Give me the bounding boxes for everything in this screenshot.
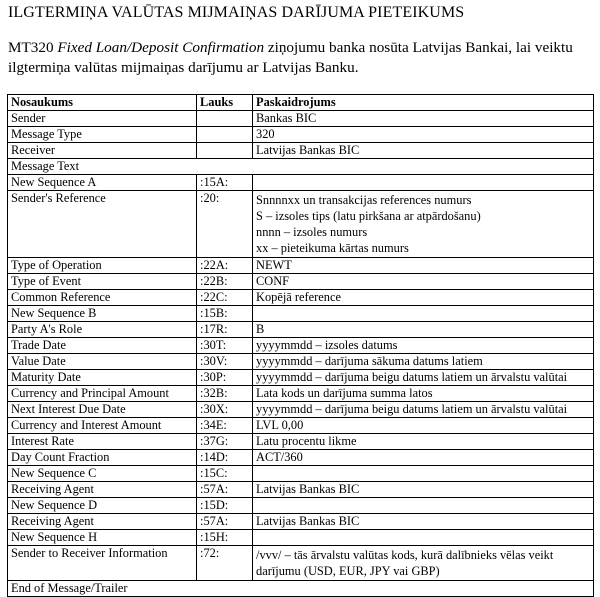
- row-name: Sender to Receiver Information: [8, 546, 197, 581]
- row-description: [253, 111, 594, 127]
- row-section-label: Message Text: [8, 159, 594, 175]
- row-description: [253, 514, 594, 530]
- row-description: [253, 143, 594, 159]
- row-name: Message Type: [8, 127, 197, 143]
- row-field: :14D:: [197, 450, 253, 466]
- row-field: :30P:: [197, 370, 253, 386]
- row-description: [253, 175, 594, 191]
- description-line: yyyymmdd – izsoles datums: [256, 338, 398, 352]
- row-field: :72:: [197, 546, 253, 581]
- description-line: Latu procentu likme: [256, 434, 357, 448]
- table-row: [8, 143, 594, 159]
- description-line: NEWT: [256, 258, 292, 272]
- row-name: New Sequence C: [8, 466, 197, 482]
- description-line: Latvijas Bankas BIC: [256, 482, 360, 496]
- table-row: [8, 450, 594, 466]
- row-field: [197, 143, 253, 159]
- table-row: [8, 581, 594, 597]
- table-row: [8, 514, 594, 530]
- row-name: Currency and Interest Amount: [8, 418, 197, 434]
- description-line: /vvv/ – tās ārvalstu valūtas kods, kurā dalībnieks vēlas veikt: [256, 548, 554, 562]
- row-name: Currency and Principal Amount: [8, 386, 197, 402]
- description-line: yyyymmdd – darījuma sākuma datums latiem: [256, 354, 483, 368]
- row-description: [253, 482, 594, 498]
- table-row: [8, 530, 594, 546]
- row-field: :30T:: [197, 338, 253, 354]
- row-name: New Sequence H: [8, 530, 197, 546]
- table-row: [8, 466, 594, 482]
- intro-message-name: Fixed Loan/Deposit Confirmation: [57, 39, 265, 56]
- table-header-row: [8, 95, 594, 111]
- description-line: Snnnnxx un transakcijas references numurs: [256, 193, 472, 207]
- row-name: Interest Rate: [8, 434, 197, 450]
- table-row: [8, 546, 594, 581]
- table-row: [8, 258, 594, 274]
- row-name: Type of Operation: [8, 258, 197, 274]
- row-name: Next Interest Due Date: [8, 402, 197, 418]
- description-line: nnnn – izsoles numurs: [256, 225, 368, 239]
- description-line: yyyymmdd – darījuma beigu datums latiem un ārvalstu valūtai: [256, 370, 568, 384]
- row-name: Party A's Role: [8, 322, 197, 338]
- table-row: [8, 482, 594, 498]
- row-field: :22A:: [197, 258, 253, 274]
- row-name: Maturity Date: [8, 370, 197, 386]
- table-row: [8, 159, 594, 175]
- table-row: [8, 306, 594, 322]
- row-field: :22B:: [197, 274, 253, 290]
- row-name: New Sequence B: [8, 306, 197, 322]
- description-line: CONF: [256, 274, 290, 288]
- row-name: Trade Date: [8, 338, 197, 354]
- row-field: :20:: [197, 191, 253, 258]
- row-description: [253, 322, 594, 338]
- row-name: Sender: [8, 111, 197, 127]
- row-field: :15H:: [197, 530, 253, 546]
- row-field: :37G:: [197, 434, 253, 450]
- document-title: ILGTERMIŅA VALŪTAS MIJMAIŅAS DARĪJUMA PIETEIKUMS: [8, 4, 465, 21]
- description-line: Kopējā reference: [256, 290, 341, 304]
- row-field: :30V:: [197, 354, 253, 370]
- table-row: [8, 290, 594, 306]
- table-row: [8, 370, 594, 386]
- row-field: :34E:: [197, 418, 253, 434]
- table-row: [8, 191, 594, 258]
- row-field: :57A:: [197, 482, 253, 498]
- table-row: [8, 498, 594, 514]
- table-row: [8, 338, 594, 354]
- row-description: [253, 498, 594, 514]
- description-line: Bankas BIC: [256, 111, 317, 125]
- table-row: [8, 402, 594, 418]
- row-name: New Sequence A: [8, 175, 197, 191]
- row-description: [253, 338, 594, 354]
- description-line: 320: [256, 127, 275, 141]
- row-field: :22C:: [197, 290, 253, 306]
- row-name: Value Date: [8, 354, 197, 370]
- row-field: :17R:: [197, 322, 253, 338]
- row-field: :15C:: [197, 466, 253, 482]
- row-description: [253, 530, 594, 546]
- row-description: [253, 546, 594, 581]
- table-row: [8, 111, 594, 127]
- description-line: S – izsoles tips (latu pirkšana ar atpārdošanu): [256, 209, 481, 223]
- description-line: ACT/360: [256, 450, 303, 464]
- row-description: [253, 402, 594, 418]
- row-section-label: End of Message/Trailer: [8, 581, 594, 597]
- table-row: [8, 386, 594, 402]
- description-line: darījumu (USD, EUR, JPY vai GBP): [256, 564, 440, 578]
- row-name: Sender's Reference: [8, 191, 197, 258]
- description-line: LVL 0,00: [256, 418, 304, 432]
- intro-paragraph: [8, 38, 598, 78]
- description-line: yyyymmdd – darījuma beigu datums latiem un ārvalstu valūtai: [256, 402, 568, 416]
- description-line: B: [256, 322, 265, 336]
- row-field: [197, 127, 253, 143]
- row-description: [253, 450, 594, 466]
- row-name: Receiver: [8, 143, 197, 159]
- row-name: Common Reference: [8, 290, 197, 306]
- row-field: [197, 111, 253, 127]
- row-description: [253, 274, 594, 290]
- header-name: Nosaukums: [8, 95, 197, 111]
- row-description: [253, 370, 594, 386]
- row-field: :57A:: [197, 514, 253, 530]
- message-fields-table: [7, 94, 594, 597]
- table-row: [8, 354, 594, 370]
- row-description: [253, 354, 594, 370]
- table-body: [8, 111, 594, 597]
- header-description: Paskaidrojums: [253, 95, 594, 111]
- row-field: :30X:: [197, 402, 253, 418]
- row-description: [253, 386, 594, 402]
- row-description: [253, 258, 594, 274]
- row-description: [253, 434, 594, 450]
- row-description: [253, 191, 594, 258]
- row-name: New Sequence D: [8, 498, 197, 514]
- table-row: [8, 322, 594, 338]
- intro-rest: ziņojumu banka nosūta Latvijas Bankai, lai veiktu ilgtermiņa valūtas mijmaiņas darījumu ar Latvijas Banku.: [8, 39, 573, 76]
- table-row: [8, 274, 594, 290]
- row-description: [253, 306, 594, 322]
- row-field: :32B:: [197, 386, 253, 402]
- description-line: Latvijas Bankas BIC: [256, 514, 360, 528]
- table-row: [8, 127, 594, 143]
- row-name: Type of Event: [8, 274, 197, 290]
- description-line: Latvijas Bankas BIC: [256, 143, 360, 157]
- row-field: :15A:: [197, 175, 253, 191]
- description-line: xx – pieteikuma kārtas numurs: [256, 241, 409, 255]
- row-field: :15D:: [197, 498, 253, 514]
- row-name: Day Count Fraction: [8, 450, 197, 466]
- row-description: [253, 466, 594, 482]
- table-row: [8, 418, 594, 434]
- row-name: Receiving Agent: [8, 514, 197, 530]
- intro-prefix: MT320: [8, 39, 54, 56]
- description-line: Lata kods un darījuma summa latos: [256, 386, 433, 400]
- table-row: [8, 434, 594, 450]
- table-row: [8, 175, 594, 191]
- header-field: Lauks: [197, 95, 253, 111]
- row-name: Receiving Agent: [8, 482, 197, 498]
- row-description: [253, 127, 594, 143]
- row-description: [253, 290, 594, 306]
- row-description: [253, 418, 594, 434]
- row-field: :15B:: [197, 306, 253, 322]
